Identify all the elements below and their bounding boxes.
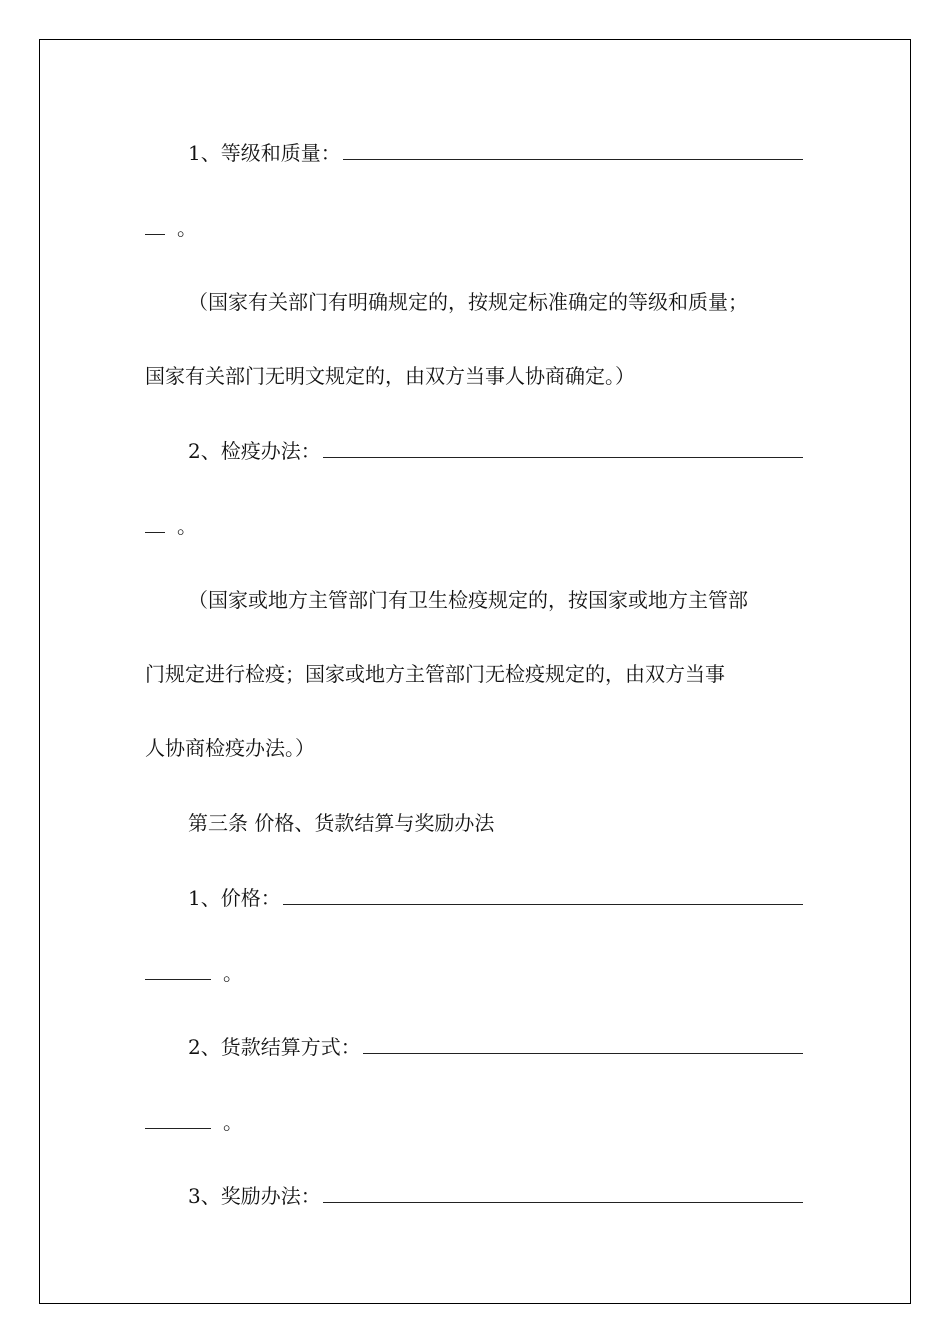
blank-grade-quality-cont[interactable] [145, 234, 165, 235]
item-price-label: 1、价格： [188, 886, 281, 910]
item-price [145, 883, 803, 913]
item-quarantine-end: 。 [145, 511, 803, 541]
item-reward [145, 1181, 803, 1211]
note-quarantine-1: （国家或地方主管部门有卫生检疫规定的，按国家或地方主管部 [188, 588, 748, 612]
item-grade-quality-end: 。 [145, 213, 803, 243]
blank-quarantine[interactable] [323, 457, 803, 458]
item-quarantine-label: 2、检疫办法： [188, 439, 321, 463]
item-settlement-label: 2、货款结算方式： [188, 1035, 361, 1059]
item-price-end: 。 [145, 958, 803, 988]
blank-reward[interactable] [323, 1202, 803, 1203]
item-quarantine [145, 436, 803, 466]
item-settlement [145, 1032, 803, 1062]
blank-grade-quality[interactable] [343, 159, 803, 160]
note-grade-quality-2: 国家有关部门无明文规定的，由双方当事人协商确定。） [145, 364, 635, 388]
item-grade-quality [145, 138, 803, 168]
blank-price[interactable] [283, 904, 803, 905]
blank-settlement[interactable] [363, 1053, 803, 1054]
blank-quarantine-cont[interactable] [145, 532, 165, 533]
article-three-heading: 第三条 价格、货款结算与奖励办法 [188, 811, 495, 835]
note-quarantine-2: 门规定进行检疫；国家或地方主管部门无检疫规定的，由双方当事 [145, 662, 725, 686]
note-grade-quality-1: （国家有关部门有明确规定的，按规定标准确定的等级和质量； [188, 290, 748, 314]
item-settlement-end: 。 [145, 1107, 803, 1137]
blank-settlement-cont[interactable] [145, 1128, 211, 1129]
blank-price-cont[interactable] [145, 979, 211, 980]
item-reward-label: 3、奖励办法： [188, 1184, 321, 1208]
note-quarantine-3: 人协商检疫办法。） [145, 736, 315, 760]
item-grade-quality-label: 1、等级和质量： [188, 141, 341, 165]
